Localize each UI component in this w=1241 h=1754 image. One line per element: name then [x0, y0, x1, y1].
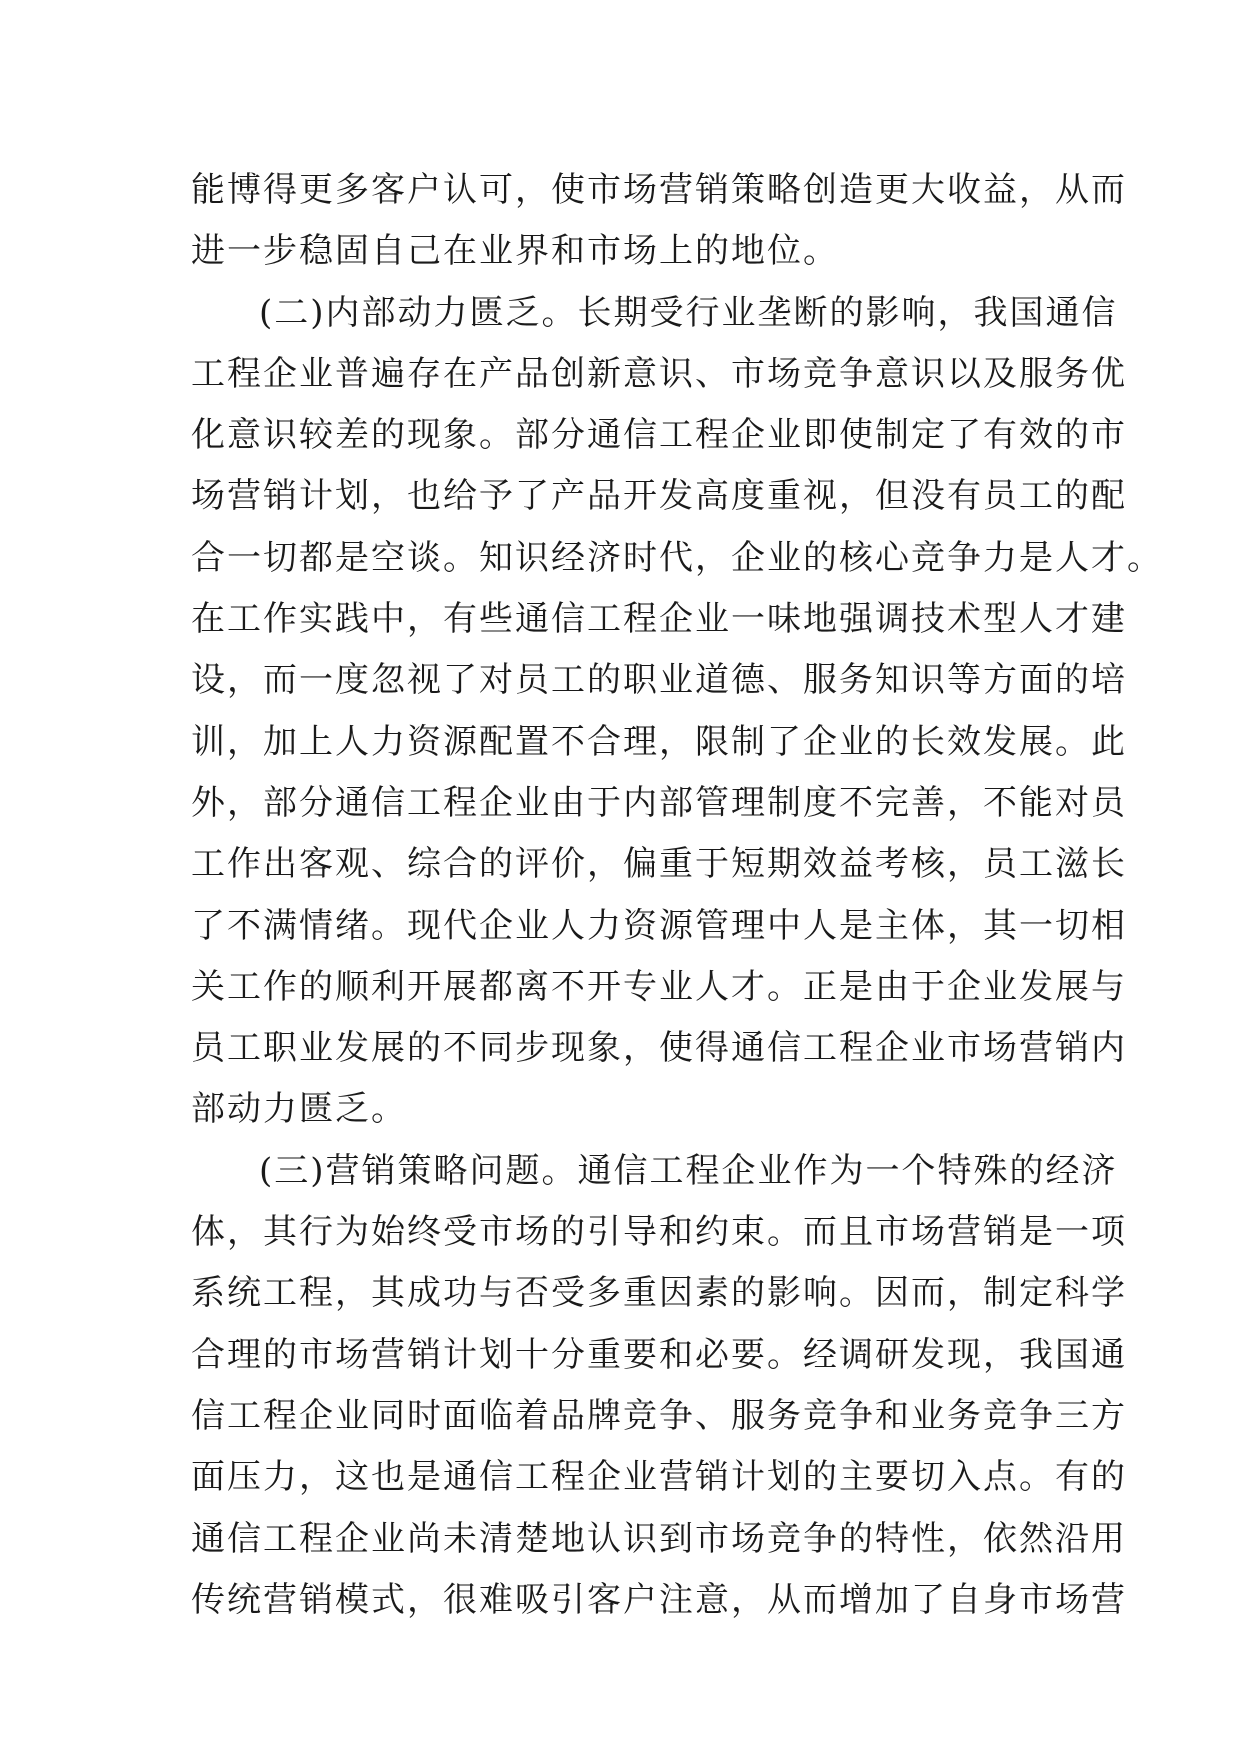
- text-line: 通信工程企业尚未清楚地认识到市场竞争的特性，依然沿用: [191, 1518, 1127, 1559]
- text-line: 面压力，这也是通信工程企业营销计划的主要切入点。有的: [191, 1457, 1127, 1498]
- text-line: 工作出客观、综合的评价，偏重于短期效益考核，员工滋长: [191, 844, 1127, 885]
- text-line: 设，而一度忽视了对员工的职业道德、服务知识等方面的培: [191, 660, 1127, 701]
- text-line: 部动力匮乏。: [191, 1089, 407, 1130]
- text-line: 合一切都是空谈。知识经济时代，企业的核心竞争力是人才。: [191, 537, 1163, 578]
- text-line: 系统工程，其成功与否受多重因素的影响。因而，制定科学: [191, 1273, 1127, 1314]
- text-line: (二)内部动力匮乏。长期受行业垄断的影响，我国通信: [259, 292, 1118, 333]
- body-text: [191, 160, 1163, 1631]
- text-line: 外，部分通信工程企业由于内部管理制度不完善，不能对员: [191, 782, 1127, 823]
- text-line: 信工程企业同时面临着品牌竞争、服务竞争和业务竞争三方: [191, 1395, 1127, 1436]
- text-line: 在工作实践中，有些通信工程企业一味地强调技术型人才建: [191, 599, 1127, 640]
- text-line: 进一步稳固自己在业界和市场上的地位。: [191, 231, 839, 272]
- text-line: (三)营销策略问题。通信工程企业作为一个特殊的经济: [259, 1150, 1118, 1191]
- text-line: 员工职业发展的不同步现象，使得通信工程企业市场营销内: [191, 1028, 1127, 1069]
- text-line: 化意识较差的现象。部分通信工程企业即使制定了有效的市: [191, 415, 1127, 456]
- text-line: 场营销计划，也给予了产品开发高度重视，但没有员工的配: [191, 476, 1127, 517]
- text-line: 训，加上人力资源配置不合理，限制了企业的长效发展。此: [191, 721, 1127, 762]
- text-line: 合理的市场营销计划十分重要和必要。经调研发现，我国通: [191, 1334, 1127, 1375]
- text-line: 了不满情绪。现代企业人力资源管理中人是主体，其一切相: [191, 905, 1127, 946]
- text-line: 能博得更多客户认可，使市场营销策略创造更大收益，从而: [191, 170, 1127, 210]
- text-line: 关工作的顺利开展都离不开专业人才。正是由于企业发展与: [191, 966, 1127, 1007]
- text-line: 传统营销模式，很难吸引客户注意，从而增加了自身市场营: [191, 1579, 1127, 1620]
- text-line: 体，其行为始终受市场的引导和约束。而且市场营销是一项: [191, 1212, 1127, 1253]
- text-line: 工程企业普遍存在产品创新意识、市场竞争意识以及服务优: [191, 353, 1127, 394]
